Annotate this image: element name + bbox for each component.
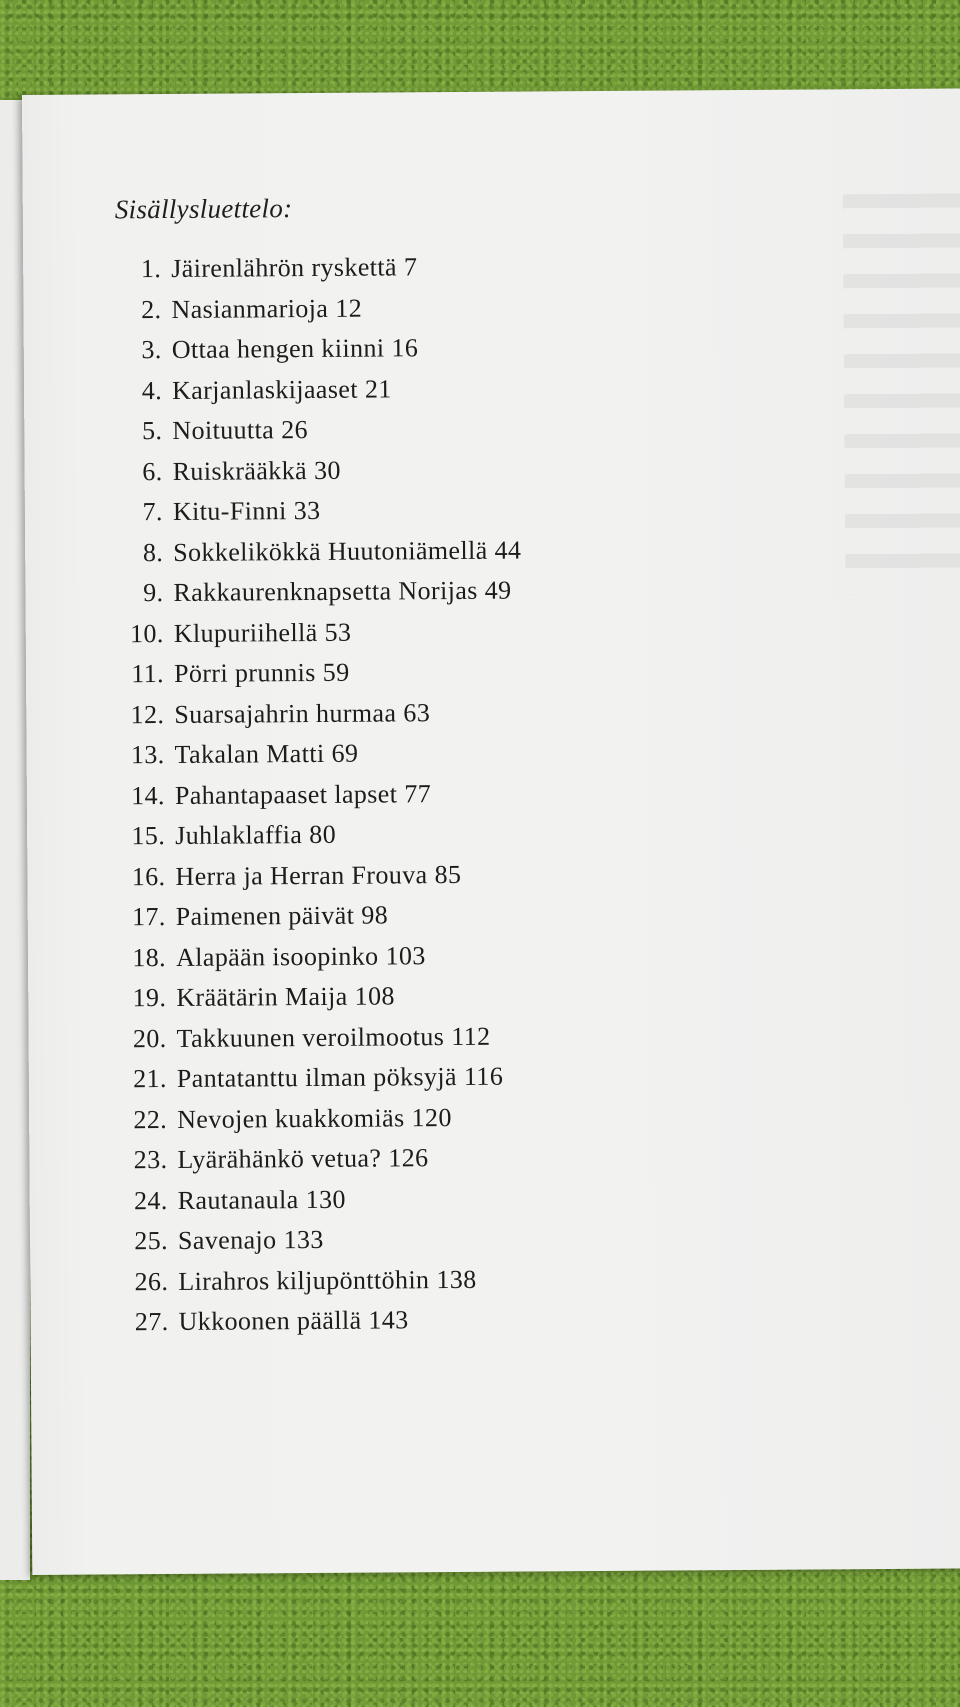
toc-entry-title: Karjanlaskijaaset	[171, 374, 359, 405]
toc-entry-title: Pahantapaaset lapset	[174, 778, 398, 810]
toc-entry-page: 108	[354, 981, 395, 1011]
toc-entry-number: 15.	[131, 821, 166, 851]
toc-entry-number: 13.	[130, 740, 165, 770]
toc-entry-page: 120	[411, 1102, 452, 1132]
toc-entry-page: 69	[331, 738, 359, 768]
toc-entry-page: 130	[305, 1184, 346, 1214]
toc-entry-title: Ottaa hengen kiinni	[171, 333, 385, 364]
toc-entry-page: 98	[361, 900, 389, 930]
toc-entry-number: 23.	[133, 1145, 168, 1175]
toc-entry	[104, 333, 520, 376]
toc-entry-title: Suarsajahrin hurmaa	[174, 697, 397, 729]
toc-entry	[103, 252, 519, 295]
toc-entry-number: 17.	[131, 902, 166, 932]
toc-entry	[108, 900, 524, 943]
toc-entry	[109, 1143, 525, 1186]
book-page	[22, 88, 960, 1575]
toc-entry	[110, 1224, 526, 1267]
toc-entry-number: 12.	[130, 699, 165, 729]
toc-entry-number: 25.	[134, 1226, 169, 1256]
toc-entry-number: 7.	[142, 497, 164, 527]
toc-entry-title: Rakkaurenknapsetta Norijas	[173, 575, 478, 607]
toc-entry	[104, 414, 520, 457]
toc-entry-page: 126	[388, 1143, 429, 1173]
toc-entry-number: 18.	[132, 942, 167, 972]
toc-entry-page: 33	[293, 495, 321, 526]
toc-entry-page: 12	[335, 293, 363, 323]
toc-entry-title: Savenajo	[177, 1225, 277, 1255]
toc-entry-number: 2.	[141, 294, 162, 324]
toc-entry-number: 11.	[131, 659, 165, 689]
toc-entry-title: Klupuriihellä	[173, 617, 318, 648]
toc-entry-number: 10.	[129, 618, 164, 648]
toc-entry-page: 85	[434, 859, 462, 889]
toc-entry	[110, 1264, 526, 1307]
toc-entry-title: Sokkelikökkä Huutoniämellä	[173, 535, 488, 567]
toc-entry-number: 4.	[141, 375, 163, 405]
toc-entry	[110, 1183, 526, 1226]
toc-entry-page: 138	[436, 1264, 477, 1294]
toc-entry	[107, 859, 523, 902]
toc-entry-page: 30	[313, 455, 341, 485]
toc-entry	[106, 657, 522, 700]
toc-entry	[105, 535, 521, 578]
toc-entry-number: 26.	[134, 1266, 169, 1296]
toc-entry-number: 8.	[142, 537, 164, 567]
table-of-contents	[103, 252, 527, 1348]
toc-entry-number: 20.	[132, 1023, 167, 1053]
toc-entry-title: Takalan Matti	[174, 738, 325, 769]
toc-entry-title: Ruiskrääkkä	[172, 455, 308, 486]
toc-entry-number: 3.	[141, 335, 162, 365]
toc-entry	[108, 981, 524, 1024]
toc-entry-page: 116	[463, 1061, 504, 1091]
toc-entry-page: 7	[403, 252, 418, 282]
toc-entry	[108, 940, 524, 983]
toc-entry	[108, 1021, 524, 1064]
toc-entry-title: Kitu-Finni	[172, 496, 287, 526]
toc-entry	[105, 576, 521, 619]
toc-entry-page: 63	[403, 697, 431, 727]
toc-entry	[109, 1102, 525, 1145]
toc-entry-number: 19.	[132, 983, 167, 1013]
show-through-text	[843, 193, 960, 594]
toc-entry-title: Pantatanttu ilman pöksyjä	[176, 1061, 458, 1093]
toc-entry-title: Lirahros kiljupönttöhin	[178, 1264, 430, 1296]
toc-entry	[107, 738, 523, 781]
toc-entry-page: 26	[281, 415, 309, 445]
toc-entry-number: 5.	[141, 416, 163, 446]
toc-entry	[107, 819, 523, 862]
toc-entry-number: 14.	[131, 780, 165, 810]
toc-entry-title: Pörri prunnis	[173, 657, 316, 688]
toc-entry-title: Paimenen päivät	[175, 900, 355, 931]
toc-entry	[110, 1305, 526, 1348]
toc-entry-number: 9.	[143, 578, 164, 608]
toc-entry	[105, 454, 521, 497]
toc-entry-title: Alapään isoopinko	[175, 941, 379, 972]
toc-entry-title: Herra ja Herran Frouva	[175, 859, 428, 891]
toc-entry-number: 27.	[134, 1307, 169, 1337]
toc-entry-number: 24.	[133, 1185, 168, 1215]
toc-entry-page: 21	[364, 373, 392, 404]
toc-entry	[107, 778, 523, 821]
toc-entry-title: Takkuunen veroilmootus	[176, 1021, 445, 1053]
toc-entry	[106, 616, 522, 659]
toc-entry-number: 16.	[131, 861, 166, 891]
toc-entry-page: 143	[368, 1305, 409, 1335]
toc-entry-page: 44	[494, 535, 522, 565]
toc-entry-page: 16	[391, 333, 419, 363]
toc-entry-page: 133	[283, 1224, 324, 1255]
toc-entry-number: 6.	[142, 456, 163, 486]
toc-entry-page: 53	[324, 617, 352, 647]
toc-entry-title: Kräätärin Maija	[176, 981, 348, 1012]
toc-entry-number: 22.	[133, 1104, 168, 1134]
toc-entry-title: Jäirenlährön ryskettä	[171, 252, 398, 283]
toc-entry-title: Noituutta	[172, 415, 275, 445]
toc-entry-page: 59	[322, 657, 350, 687]
toc-entry-title: Nasianmarioja	[171, 293, 329, 324]
toc-entry-title: Lyärähänkö vetua?	[177, 1143, 382, 1174]
toc-entry	[106, 697, 522, 740]
toc-entry-title: Ukkoonen päällä	[178, 1305, 362, 1336]
toc-entry-title: Nevojen kuakkomiäs	[177, 1102, 405, 1134]
toc-entry-page: 112	[451, 1021, 491, 1051]
toc-entry-page: 103	[385, 940, 426, 970]
toc-entry-number: 21.	[133, 1064, 167, 1094]
toc-entry	[105, 495, 521, 538]
toc-entry-page: 80	[309, 819, 337, 850]
toc-entry-title: Juhlaklaffia	[175, 820, 303, 850]
toc-entry-number: 1.	[140, 254, 162, 284]
toc-entry	[103, 292, 519, 335]
toc-entry-title: Rautanaula	[177, 1184, 299, 1215]
toc-entry	[109, 1062, 525, 1105]
toc-heading: Sisällysluettelo:	[114, 193, 293, 225]
toc-entry-page: 77	[404, 778, 432, 808]
toc-entry	[104, 373, 520, 416]
toc-entry-page: 49	[484, 575, 512, 605]
